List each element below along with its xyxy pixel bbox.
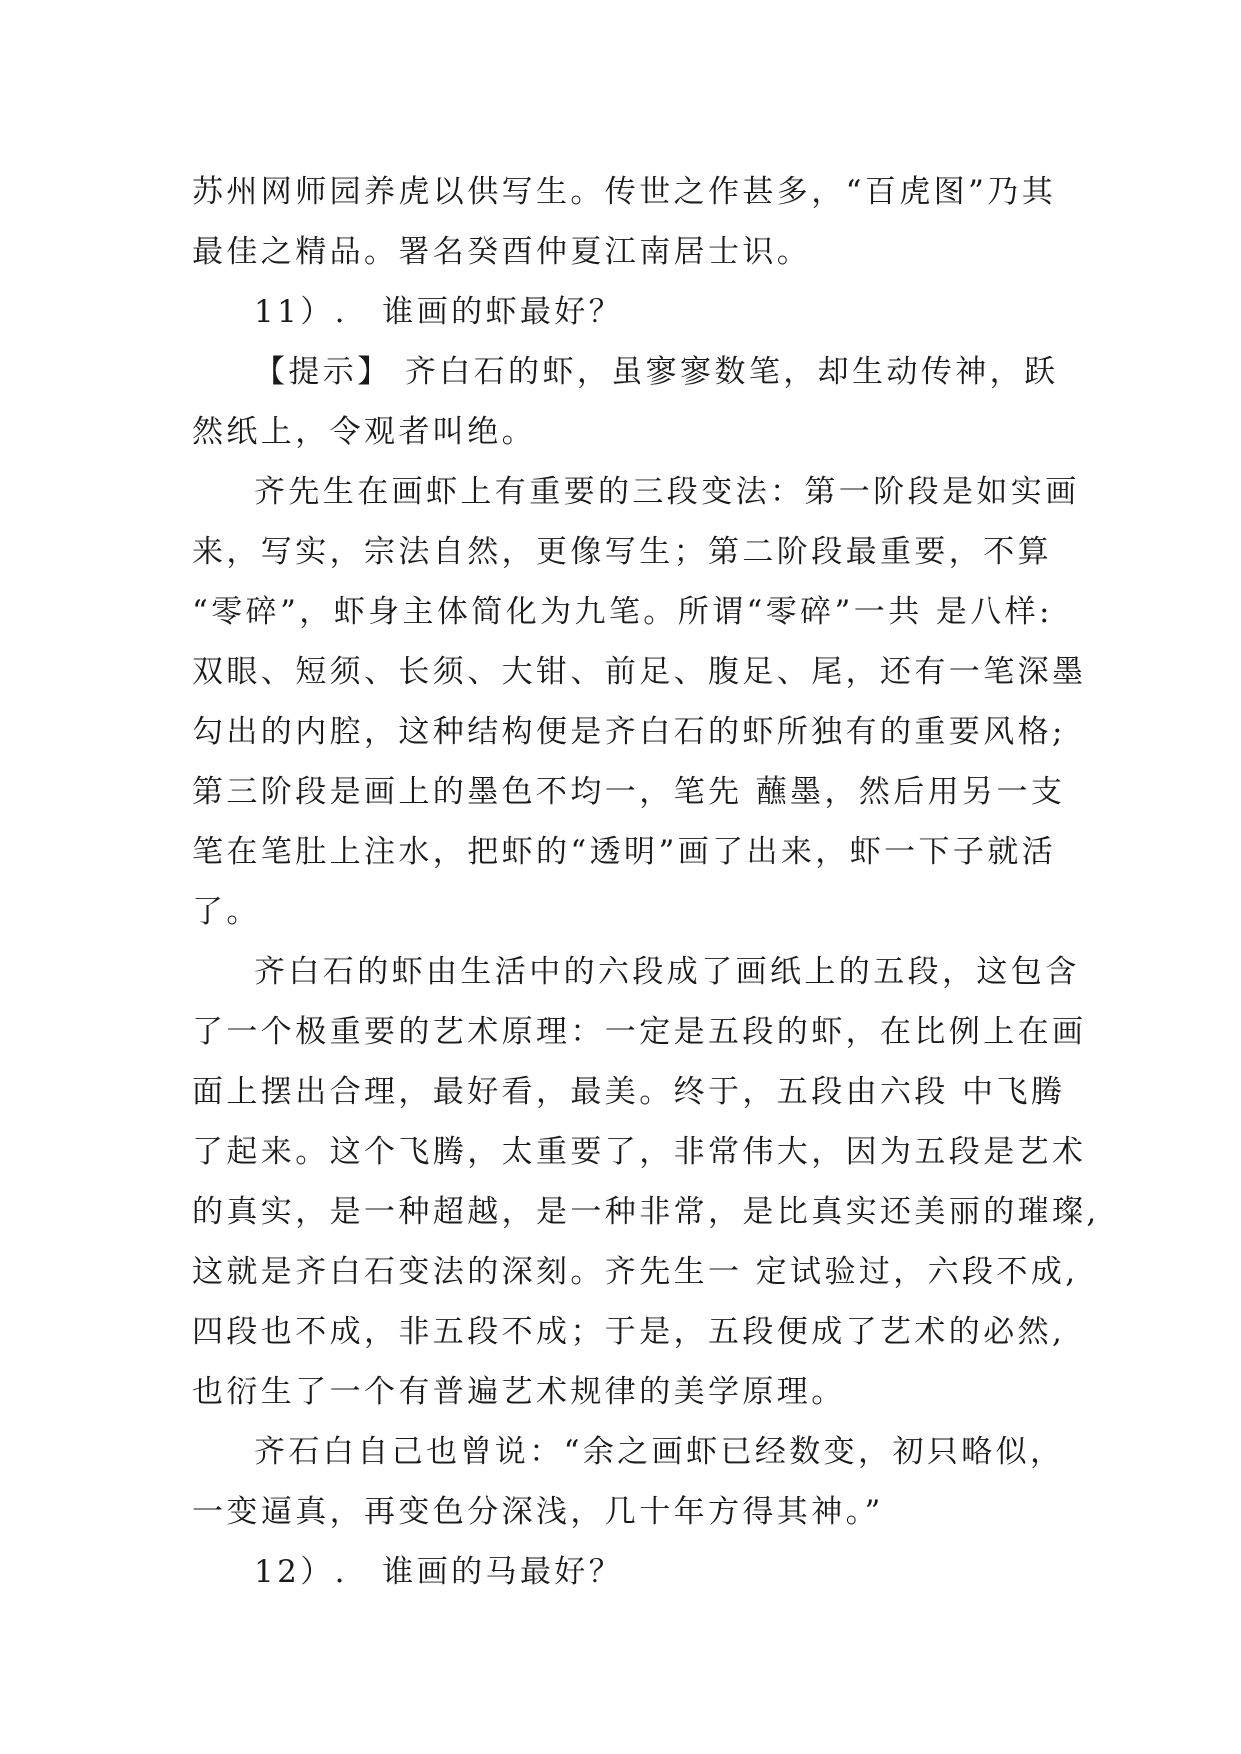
- question-11-heading: 11）. 谁画的虾最好？: [254, 294, 624, 330]
- text-line: 笔在笔肚上注水，把虾的“透明”画了出来，虾一下子就活: [192, 834, 1057, 870]
- text-line: 面上摆出合理，最好看，最美。终于，五段由六段 中飞腾: [192, 1074, 1066, 1110]
- text-line: 第三阶段是画上的墨色不均一，笔先 蘸墨，然后用另一支: [192, 774, 1066, 810]
- text-line: 也衍生了一个有普遍艺术规律的美学原理。: [192, 1374, 846, 1410]
- question-12-heading: 12）. 谁画的马最好？: [254, 1554, 624, 1590]
- quote-paragraph-start: 齐石白自己也曾说：“余之画虾已经数变，初只略似，: [254, 1434, 1065, 1470]
- text-line: 的真实，是一种超越，是一种非常，是比真实还美丽的璀璨,: [192, 1194, 1100, 1230]
- text-line: 四段也不成，非五段不成；于是，五段便成了艺术的必然,: [192, 1314, 1066, 1350]
- body-text: [192, 162, 1100, 1602]
- text-line: 然纸上，令观者叫绝。: [192, 414, 536, 450]
- hint-paragraph-start: 【提示】 齐白石的虾，虽寥寥数笔，却生动传神，跃: [254, 354, 1059, 390]
- text-line: 了起来。这个飞腾，太重要了，非常伟大，因为五段是艺术: [192, 1134, 1087, 1170]
- text-line: 最佳之精品。署名癸酉仲夏江南居士识。: [192, 234, 812, 270]
- text-line: 勾出的内腔，这种结构便是齐白石的虾所独有的重要风格;: [192, 714, 1066, 750]
- text-line: 了。: [192, 894, 261, 930]
- text-line: 双眼、短须、长须、大钳、前足、腹足、尾，还有一笔深墨: [192, 654, 1087, 690]
- text-line: 来，写实，宗法自然，更像写生；第二阶段最重要，不算: [192, 534, 1052, 570]
- text-line: 苏州网师园养虎以供写生。传世之作甚多，“百虎图”乃其: [192, 174, 1057, 210]
- text-line: 这就是齐白石变法的深刻。齐先生一 定试验过，六段不成,: [192, 1254, 1079, 1290]
- text-line: 了一个极重要的艺术原理：一定是五段的虾，在比例上在画: [192, 1014, 1087, 1050]
- text-line: 一变逼真，再变色分深浅，几十年方得其神。”: [192, 1494, 884, 1530]
- paragraph-start: 齐先生在画虾上有重要的三段变法：第一阶段是如实画: [254, 474, 1080, 510]
- paragraph-start: 齐白石的虾由生活中的六段成了画纸上的五段，这包含: [254, 954, 1080, 990]
- text-line: “零碎”，虾身主体简化为九笔。所谓“零碎”一共 是八样:: [192, 594, 1053, 630]
